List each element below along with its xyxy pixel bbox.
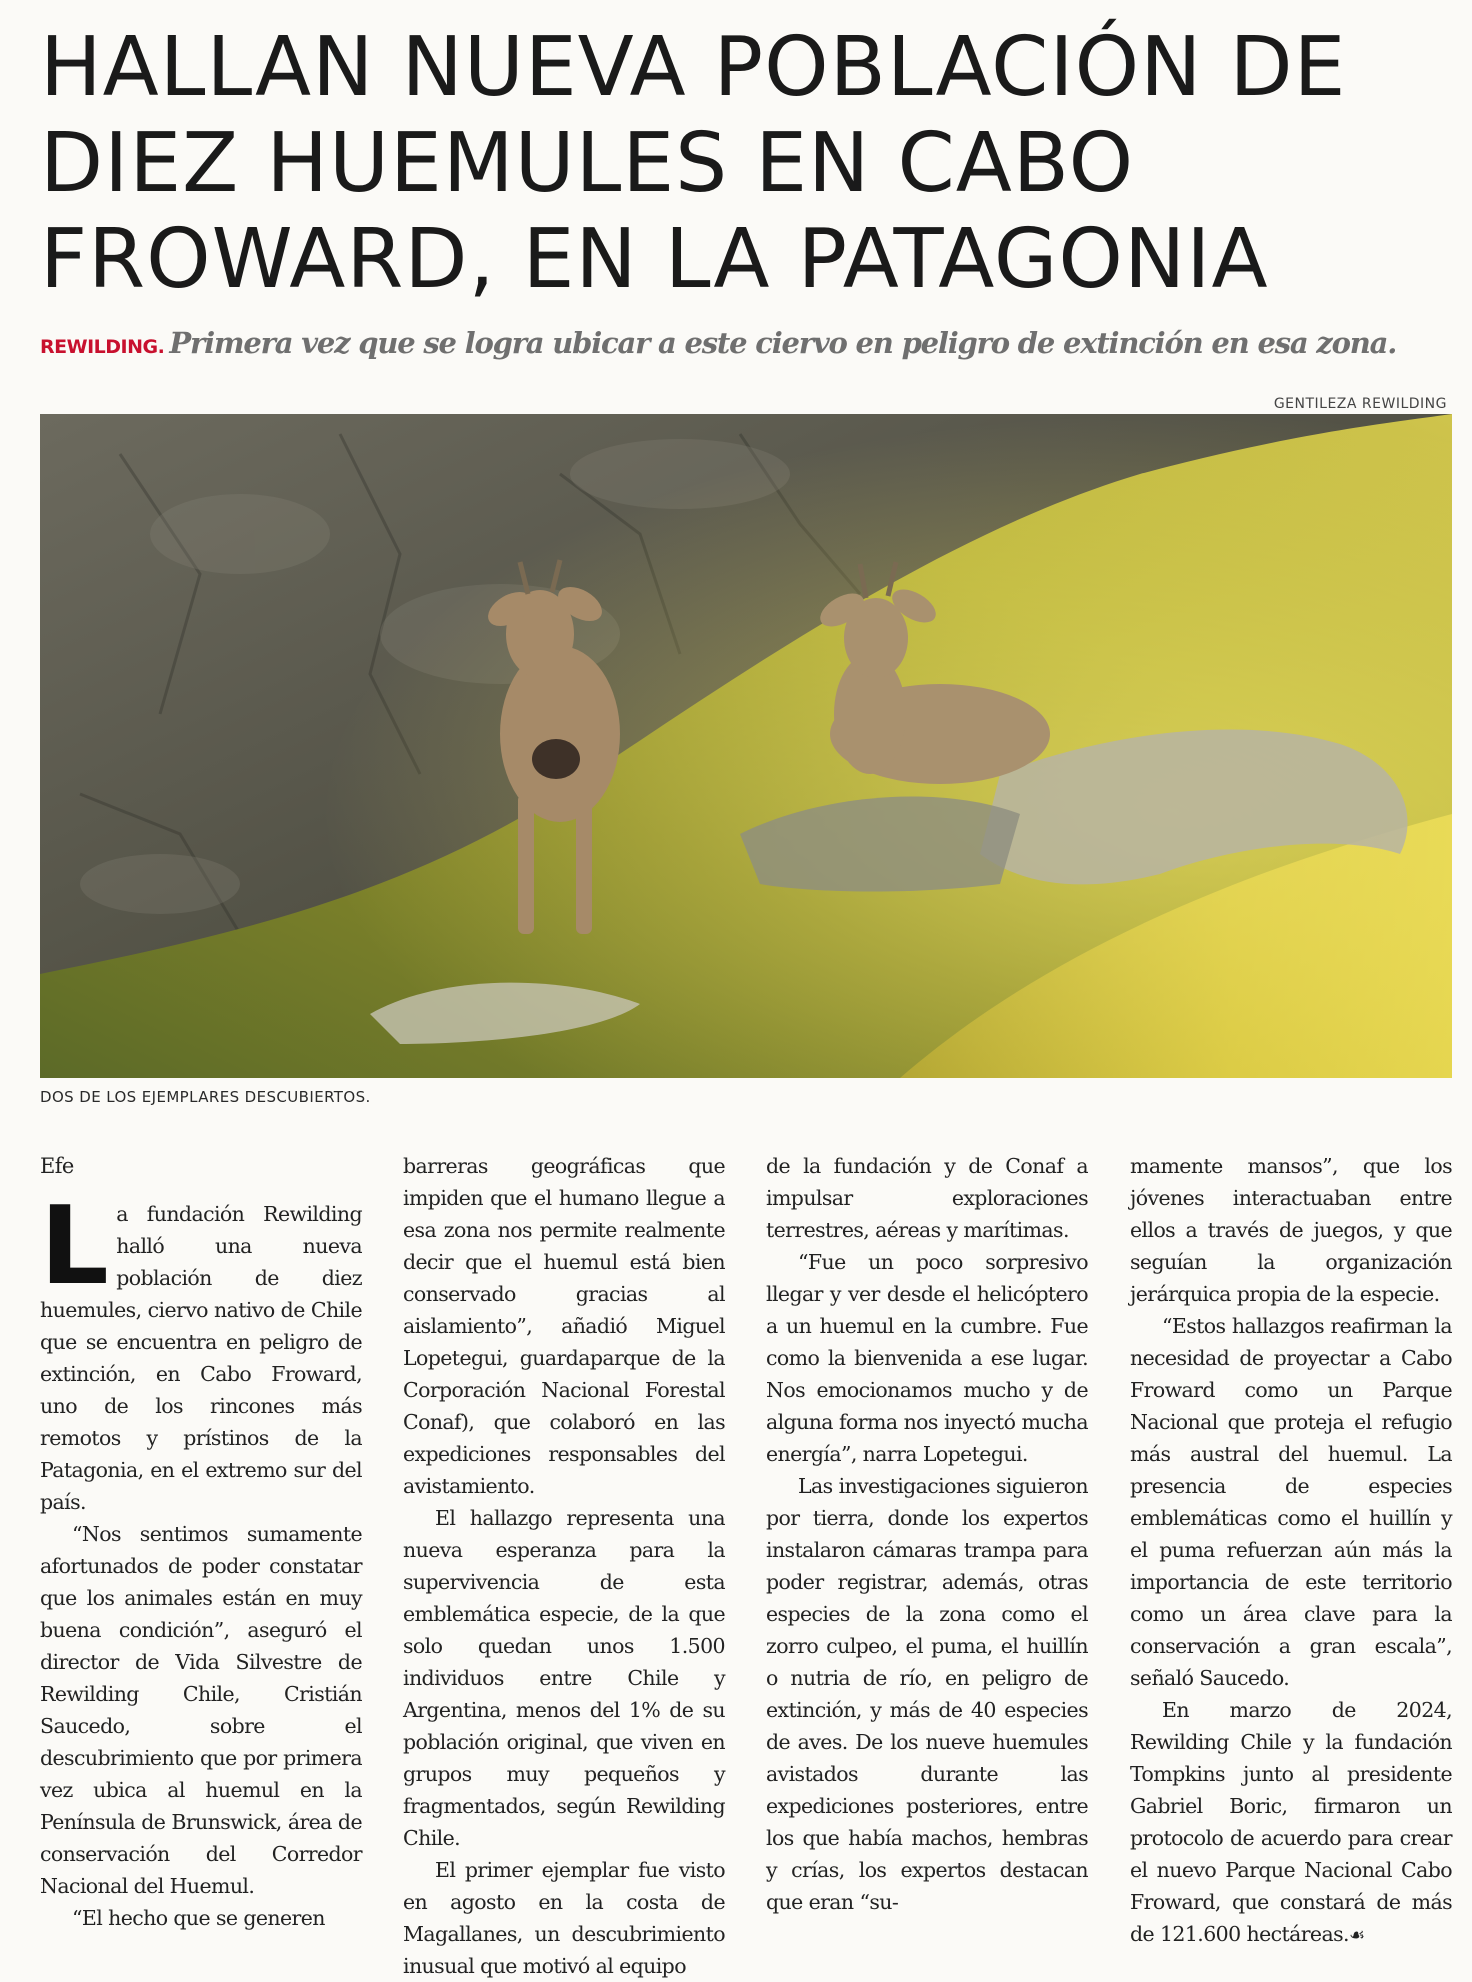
paragraph: Las investigaciones siguieron por tierra, donde los expertos instalaron cámaras trampa para poder registrar, además, otras especies de la zona como el zorro culpeo, el puma, el huillín o nutria de río, en peligro de extinción, y más de 40 especies de aves. De los nueve huemules avistados durante las expediciones posteriores, entre los que había machos, hembras y crías, los expertos destacan que eran “su- [766, 1474, 1088, 1914]
paragraph: de la fundación y de Conaf a impulsar exploraciones terrestres, aéreas y marítimas. [766, 1154, 1088, 1242]
paragraph: El hallazgo representa una nueva esperanza para la supervivencia de esta emblemática especie, de la que solo quedan unos 1.500 individuos entre Chile y Argentina, menos del 1% de su población original, que viven en grupos muy pequeños y fragmentados, según Rewilding Chile. [403, 1506, 725, 1850]
end-mark-icon: ☙ [1348, 1925, 1365, 1946]
paragraph [1130, 1694, 1452, 1952]
subhead [40, 326, 1460, 360]
paragraph: “Nos sentimos sumamente afortunados de poder constatar que los animales están en muy buena condición”, aseguró el director de Vida Silvestre de Rewilding Chile, Cristián Saucedo, sobre el descubrimiento que por primera vez ubica al huemul en la Península de Brunswick, área de conservación del Corredor Nacional del Huemul. [40, 1522, 362, 1898]
section-kicker: REWILDING. [40, 336, 165, 358]
paragraph: El primer ejemplar fue visto en agosto en la costa de Magallanes, un descubrimiento inusual que motivó al equipo [403, 1858, 725, 1978]
article-column-2 [403, 1150, 725, 1982]
headline: HALLAN NUEVA POBLACIÓN DE DIEZ HUEMULES EN CABO FROWARD, EN LA PATAGONIA [40, 20, 1347, 307]
paragraph: “El hecho que se generen [72, 1906, 325, 1930]
article-column-3 [766, 1150, 1088, 1918]
dropcap: L [40, 1184, 109, 1309]
paragraph: “Estos hallazgos reafirman la necesidad de proyectar a Cabo Froward como un Parque Nacional que proteja el refugio más austral del huemul. La presencia de especies emblemáticas como el huillín y el puma refuerzan aún más la importancia de este territorio como un área clave para la conservación a gran escala”, señaló Saucedo. [1130, 1314, 1452, 1690]
lead-paragraph [40, 1184, 362, 1518]
article-column-4 [1130, 1150, 1452, 1952]
lead-text: a fundación Rewilding halló una nueva población de diez huemules, ciervo nativo de Chile que se encuentra en peligro de extinción, en Cabo Froward, uno de los rincones más remotos y prístinos de la Patagonia, en el extremo sur del país. [40, 1202, 362, 1514]
paragraph: “Fue un poco sorpresivo llegar y ver desde el helicóptero a un huemul en la cumbre. Fue como la bienvenida a ese lugar. Nos emocionamos mucho y de alguna forma nos inyectó mucha energía”, narra Lopetegui. [766, 1250, 1088, 1466]
photo-caption: DOS DE LOS EJEMPLARES DESCUBIERTOS. [40, 1088, 371, 1106]
article-column-1 [40, 1150, 362, 1934]
paragraph: barreras geográficas que impiden que el humano llegue a esa zona nos permite realmente decir que el huemul está bien conservado gracias al aislamiento”, añadió Miguel Lopetegui, guardaparque de la Corporación Nacional Forestal Conaf), que colaboró en las expediciones responsables del avistamiento. [403, 1154, 725, 1498]
huemul-photo [40, 414, 1452, 1078]
paragraph: mamente mansos”, que los jóvenes interactuaban entre ellos a través de juegos, y que seguían la organización jerárquica propia de la especie. [1130, 1154, 1452, 1306]
photo-credit: GENTILEZA REWILDING [1273, 396, 1447, 412]
deck: Primera vez que se logra ubicar a este ciervo en peligro de extinción en esa zona. [169, 326, 1397, 360]
closing-text: En marzo de 2024, Rewilding Chile y la fundación Tompkins junto al presidente Gabriel Boric, firmaron un protocolo de acuerdo para crear el nuevo Parque Nacional Cabo Froward, que constará de más de 121.600 hectáreas. [1130, 1698, 1452, 1946]
byline: Efe [40, 1154, 74, 1178]
